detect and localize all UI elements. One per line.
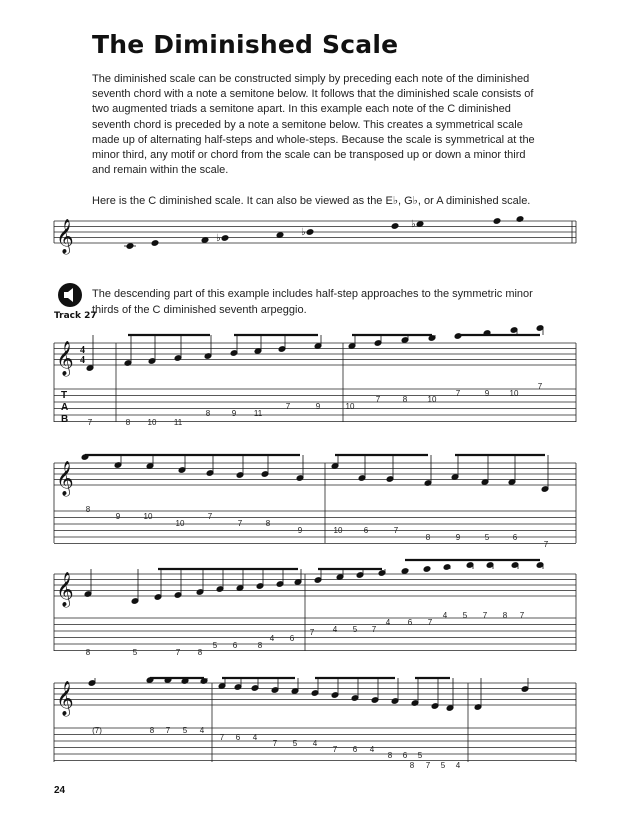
- example-description: The descending part of this example includes half-step approaches to the symmetric minor thirds of the C diminished seventh arpeggio.: [92, 288, 533, 316]
- tab-number: 4: [442, 611, 448, 620]
- tab-number: 8: [205, 409, 211, 418]
- tab-number: 7: [537, 382, 543, 391]
- tab-number: 10: [143, 512, 153, 521]
- tab-number: 8: [265, 519, 271, 528]
- tab-number: 10: [333, 526, 343, 535]
- treble-clef: 𝄞: [56, 219, 74, 254]
- note-head: [151, 240, 159, 247]
- tab-number: 7: [425, 761, 431, 770]
- tab-number: 9: [231, 409, 237, 418]
- tab-number: 10: [427, 395, 437, 404]
- tab-number: 5: [440, 761, 446, 770]
- tab-letter-b: B: [61, 414, 69, 425]
- tab-number: 4: [269, 634, 275, 643]
- tab-number: 6: [407, 618, 413, 627]
- tab-number: 4: [385, 618, 391, 627]
- tab-number: 8: [387, 751, 393, 760]
- tab-number: 7: [285, 402, 291, 411]
- note-head: [423, 566, 431, 573]
- tab-number: 8: [409, 761, 415, 770]
- tab-number: 5: [292, 739, 298, 748]
- page-number: 24: [54, 785, 66, 796]
- tab-number: 8: [257, 641, 263, 650]
- tab-number: 10: [509, 389, 519, 398]
- tab-number: 6: [402, 751, 408, 760]
- tab-number: 8: [149, 726, 155, 735]
- treble-clef: 𝄞: [56, 572, 74, 607]
- flat-sign: ♭: [411, 219, 416, 230]
- treble-clef: 𝄞: [56, 341, 74, 376]
- tab-number: 7: [455, 389, 461, 398]
- tab-number: 6: [235, 733, 241, 742]
- tab-number: 4: [312, 739, 318, 748]
- tab-number: 11: [173, 418, 183, 427]
- tab-number: 4: [455, 761, 461, 770]
- tab-number: 11: [253, 409, 263, 418]
- note-head: [221, 235, 229, 242]
- scale-description: Here is the C diminished scale. It can also be viewed as the E♭, G♭, or A diminished scale.: [92, 195, 531, 207]
- tab-number: 9: [297, 526, 303, 535]
- tab-number: 10: [345, 402, 355, 411]
- tab-number: 10: [147, 418, 157, 427]
- tab-number: 7: [482, 611, 488, 620]
- tab-number: 8: [502, 611, 508, 620]
- tab-number: 7: [219, 733, 225, 742]
- tab-number: 8: [85, 505, 91, 514]
- tab-number: 7: [519, 611, 525, 620]
- tab-number: 7: [272, 739, 278, 748]
- tab-number: 7: [543, 540, 549, 549]
- tab-number: 7: [309, 628, 315, 637]
- tab-number: 7: [207, 512, 213, 521]
- tab-number: 7: [393, 526, 399, 535]
- tab-number: 7: [237, 519, 243, 528]
- tab-letter-a: A: [61, 402, 69, 413]
- note-head: [306, 229, 314, 236]
- tab-number: 6: [363, 526, 369, 535]
- tab-number: 6: [352, 745, 358, 754]
- tab-number: 4: [332, 625, 338, 634]
- tab-number: 5: [212, 641, 218, 650]
- tab-number: 8: [402, 395, 408, 404]
- tab-number: 7: [371, 625, 377, 634]
- tab-number: 7: [87, 418, 93, 427]
- tab-number: 5: [484, 533, 490, 542]
- tab-number: 4: [369, 745, 375, 754]
- tab-number: 8: [85, 648, 91, 657]
- tab-number: 9: [315, 402, 321, 411]
- tab-number: 7: [375, 395, 381, 404]
- tab-number: 5: [352, 625, 358, 634]
- tab-number: 6: [232, 641, 238, 650]
- tab-number: (7): [92, 726, 102, 735]
- treble-clef: 𝄞: [56, 681, 74, 716]
- tab-number: 7: [175, 648, 181, 657]
- page-title: The Diminished Scale: [92, 30, 399, 59]
- tab-number: 9: [455, 533, 461, 542]
- tab-number: 7: [165, 726, 171, 735]
- tab-number: 6: [289, 634, 295, 643]
- tab-number: 8: [425, 533, 431, 542]
- tab-number: 5: [132, 648, 138, 657]
- flat-sign: ♭: [301, 227, 306, 238]
- tab-number: 9: [115, 512, 121, 521]
- note-head: [391, 223, 399, 230]
- tab-number: 5: [462, 611, 468, 620]
- note-head: [493, 218, 501, 225]
- treble-clef: 𝄞: [56, 461, 74, 496]
- time-signature-top: 4: [80, 345, 85, 356]
- tab-number: 8: [125, 418, 131, 427]
- tab-number: 5: [417, 751, 423, 760]
- tab-number: 10: [175, 519, 185, 528]
- tab-letter-t: T: [61, 390, 68, 401]
- tab-number: 4: [252, 733, 258, 742]
- tab-number: 7: [332, 745, 338, 754]
- time-signature-bottom: 4: [80, 355, 85, 366]
- tab-number: 7: [427, 618, 433, 627]
- intro-paragraph: The diminished scale can be constructed simply by preceding each note of the diminished seventh chord with a note a semitone below. It follows that the diminished scale consists of two augmented triads a semitone apart. In this example each note of the C diminished seventh chord is preceded by a note a semitone below. This creates a symmetrical scale made up of alternating half-steps and whole-steps. Because the scale is symmetrical at the minor third, any motif or chord from the scale can be transposed up or down a minor third and remain within the scale.: [92, 73, 535, 177]
- tab-number: 6: [512, 533, 518, 542]
- flat-sign: ♭: [216, 233, 221, 244]
- tab-number: 4: [199, 726, 205, 735]
- tab-number: 8: [197, 648, 203, 657]
- track-label: Track 27: [54, 311, 97, 321]
- tab-number: 9: [484, 389, 490, 398]
- tab-number: 5: [182, 726, 188, 735]
